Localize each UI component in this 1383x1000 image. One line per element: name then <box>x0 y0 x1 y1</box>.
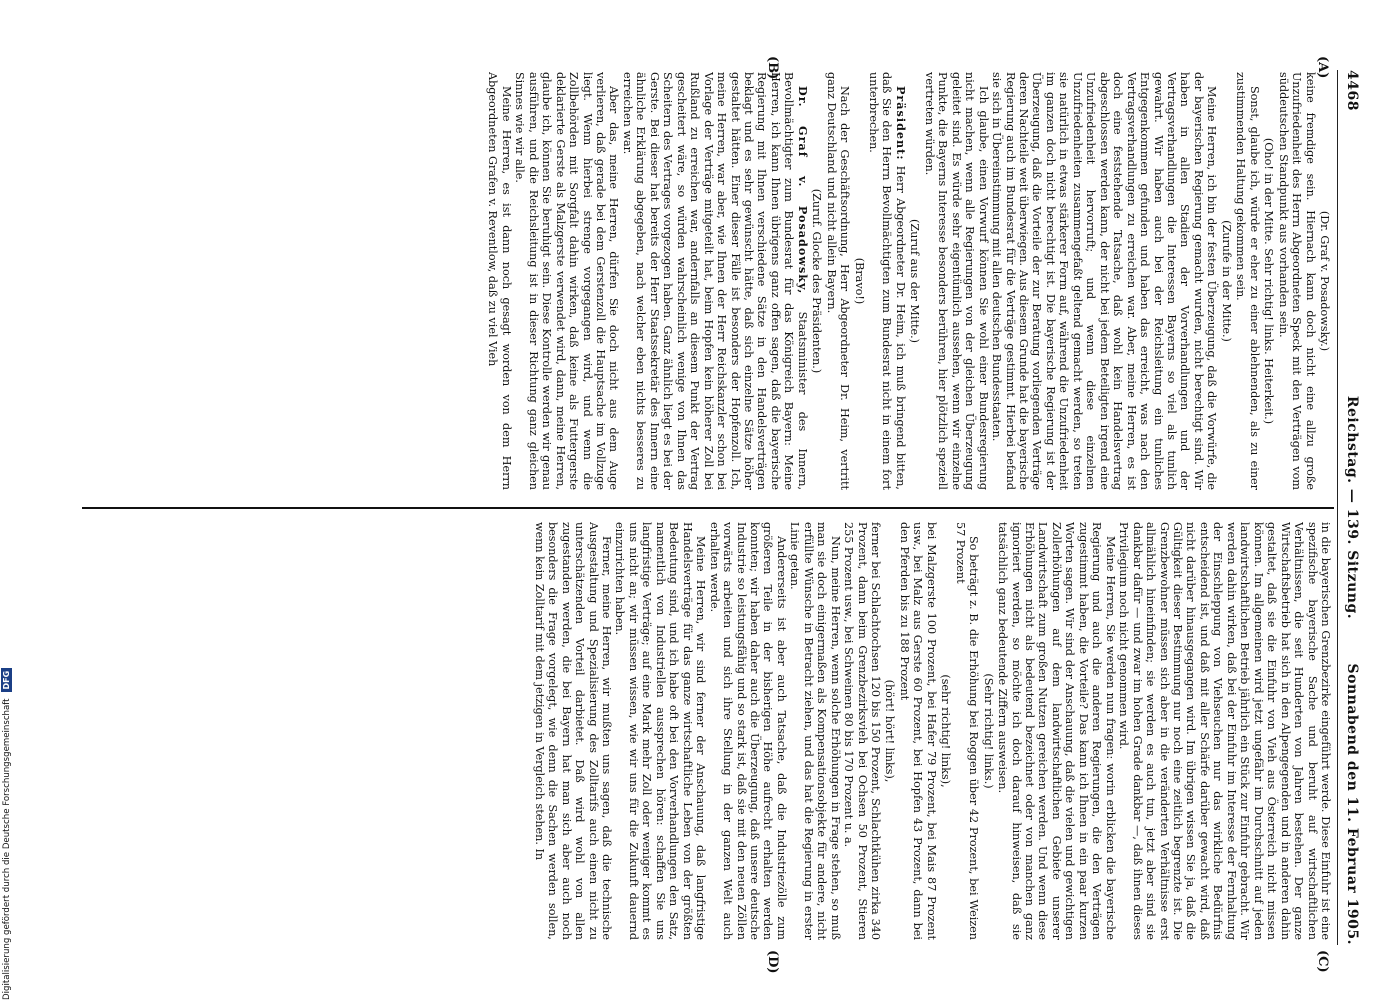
session-date: Sonnabend den 11. Februar 1905. <box>1344 663 1360 945</box>
paragraph: Nun, meine Herren, wenn solche Erhöhungen in Frage stehen, so muß man sie doch einigermaßen als Kompensationsobjekte für andere, nicht erfüllte Wünsche in Betracht ziehen, und das hat die Regierung in erster Linie getan. <box>788 522 842 940</box>
header-rule <box>1337 70 1338 945</box>
interjection: (Zurufe in der Mitte.) <box>1219 220 1233 342</box>
dfg-logo: DFG <box>1 668 12 693</box>
margin-marker-b: (B) <box>765 56 780 80</box>
speech-block <box>867 72 907 490</box>
margin-marker-d: (D) <box>765 950 780 974</box>
paragraph: Sonst, glaube ich, würde er eher zu einer ablehnenden, als zu einer zustimmenden Haltung gekommen sein. <box>1234 72 1261 490</box>
right-text-column <box>82 522 1332 940</box>
margin-marker-c: (C) <box>1315 950 1330 973</box>
speaker-attribution: (Dr. Graf v. Posadowsky.) <box>1318 210 1331 352</box>
speaker-name: Präsident: <box>893 86 908 161</box>
paragraph: So beträgt z. B. die Erhöhung bei Roggen über 42 Prozent, bei Weizen 57 Prozent <box>953 522 981 940</box>
margin-marker-a: (A) <box>1315 56 1330 79</box>
paragraph: in die bayerischen Grenzbezirke eingeführt werde. Diese Einfuhr ist eine spezifische bayerische Sache und beruht auf wirtschaftlichen Verhältnissen, die seit Hunderten von Jahren bestehen. Der ganze Wirtschaftsbetrieb hat sich in den Alpengegenden und in anderen dahin gestaltet, daß sie die Einfuhr von Vieh aus Österreich nicht missen können. Im allgemeinen wird jetzt ungefähr im Durchschnitt auf jeden landwirtschaftlichen Betrieb jährlich ein Stück zur Einfuhr gebracht. Wir werden dahin wirken, daß bei der Einfuhr im Interesse der Fernhaltung der Einschleppung von Viehseuchen nur das wirkliche Bedürfnis entscheidend ist, und daß mit aller Schärfe darüber gewacht wird, daß nicht darüber hinausgegangen wird. Im übrigen wissen Sie ja, daß die Gültigkeit dieser Bestimmung nur noch eine zeitlich begrenzte ist. Die Grenzbewohner müssen sich aber in die veränderten Verhältnisse erst allmählich hineinfinden; sie werden es auch tun, jetzt aber sind sie dankbar dafür — und zwar im hohen Grade dankbar —, daß ihnen dieses Privilegium noch nicht genommen wird. <box>1117 522 1332 940</box>
interjection: (Oho! in der Mitte. Sehr richtig! links. Heiterkeit.) <box>1262 137 1276 425</box>
digitization-credit <box>0 0 14 1000</box>
speaker-name: Dr. Graf v. Posadowsky, <box>795 86 810 295</box>
paragraph: Meine Herren, wir sind ferner der Anschauung, daß langfristige Handelsverträge für das ganze wirtschaftliche Leben von der größten Bedeutung sind, und ich habe oft bei den Vorverhandlungen den Satz, namentlich von Industriellen aussprechen hören: schaffen Sie uns langfristige Verträge; auf eine Mark mehr Zoll oder weniger kommt es uns nicht an; wir müssen wissen, wie wir uns für die Zukunft dauernd einzurichten haben. <box>613 522 708 940</box>
column-divider <box>82 507 1334 509</box>
speech-block <box>620 72 808 490</box>
page-number: 4468 <box>1344 70 1360 111</box>
paragraph: Andererseits ist aber auch Tatsache, daß die Industriezölle zum größeren Teile in der bisherigen Höhe aufrecht erhalten werden konnten; wir haben daher auch die Überzeugung, daß unsere deutsche Industrie so leistungsfähig und so stark ist, daß sie mit den neuen Zöllen vorwärts arbeiten und sich ihre Stellung in der ganzen Welt auch erhalten werde. <box>707 522 788 940</box>
session-title: Reichstag. — 139. Sitzung. <box>1344 395 1360 620</box>
interjection: (Sehr richtig! links.) <box>981 673 995 789</box>
page-header <box>1338 70 1360 945</box>
interjection: (Zuruf aus der Mitte.) <box>908 218 922 344</box>
speech-text: Staatsminister des Innern, Bevollmächtigter zum Bundesrat für das Königreich Bayern: Meine Herren, ich kann Ihnen übrigens ganz offen sagen, daß die bayerische Regierung mit Ihnen verschiedene Sätze in den Handelsverträgen beklagt und es sehr gewünscht hätte, daß sich einzelne Sätze höher gestaltet hätten. Einer dieser Fälle ist besonders der Hopfenzoll. Ich, meine Herren, war aber, wie Ihnen der Herr Reichskanzler schon bei Vorlage der Verträge mitgeteilt hat, beim Hopfen kein höherer Zoll bei Rußland zu erreichen war, andernfalls an diesem Punkt der Vertrag gescheitert wäre, so würden wahrscheinlich wenige von Ihnen das Scheitern des Vertrages vorgezogen haben. Ganz ähnlich liegt es bei der Gerste. Bei dieser hat bereits der Herr Staatssekretär des Innern eine ähnliche Erklärung abgegeben, nach welcher eben nichts besseres zu erreichen war. <box>620 72 809 490</box>
paragraph: Meine Herren, Sie werden nun fragen: worin erblicken die bayerische Regierung und auch die anderen Regierungen, die den Verträgen zugestimmt haben, die Vorteile? Das kann ich Ihnen in ein paar kurzen Worten sagen. Wir sind der Anschauung, daß die vielen und gewichtigen Zollerhöhungen auf dem landwirtschaftlichen Gebiete unserer Landwirtschaft zum großen Nutzen gereichen werden. Und wenn diese Erhöhungen nicht als bedeutend bezeichnet oder von manchen ganz ignoriert werden, so möchte ich doch darauf hinweisen, daß sie tatsächlich ganz bedeutende Ziffern ausweisen. <box>996 522 1117 940</box>
left-text-column <box>82 72 1332 490</box>
interjection: (Zuruf. Glocke des Präsidenten.) <box>810 188 824 374</box>
paragraph: keine fremdige sein. Hiernach kann doch nicht eine allzu große Unzufriedenheit des Herrn Abgeordneten Speck mit den Verträgen vom süddeutschen Standpunkt aus vorhanden sein. <box>1276 72 1317 490</box>
paragraph: Ich glaube, einen Vorwurf können Sie wohl einer Bundesregierung nicht machen, wenn alle Regierungen von der gleichen Überzeugung geleitet sind. Es würde sehr eigentümlich aussehen, wenn wir einzelne Punkte, die Bayerns Interesse besonders berühren, hier plötzlich speziell vertreten würden. <box>922 72 990 490</box>
paragraph: Meine Herren, ich bin der festen Überzeugung, daß die Vorwürfe, die der bayerischen Regierung gemacht wurden, nicht berechtigt sind. Wir haben in allen Stadien der Vorverhandlungen und der Vertragsverhandlungen die Interessen Bayerns so viel als tunlich gewahrt. Wir haben auch bei der Reichsleitung ein tunliches Entgegenkommen gefunden und haben das erreicht, was nach den Vertragsverhandlungen zu erreichen war. Aber, meine Herren, es ist doch eine feststehende Tatsache, daß wohl kein Handelsvertrag abgeschlossen werden kann, der nicht bei jedem Beteiligten irgend eine Unzufriedenheit hervorruft; und wenn diese einzelnen Unzufriedenheiten zusammengefaßt geltend gemacht werden, so treten sie natürlich in etwas stärkerer Form auf, während die Unzufriedenheit im ganzen doch nicht berechtigt ist. Die bayerische Regierung ist der Überzeugung, daß die Vorteile der zur Beratung vorliegenden Verträge deren Nachteile weit überwiegen. Aus diesem Grunde hat die bayerische Regierung auch im Bundesrat für die Verträge gestimmt. Hierbei befand sie sich in Übereinstimmung mit allen deutschen Bundesstaaten. <box>990 72 1219 490</box>
interjection: (Bravo!) <box>852 257 866 305</box>
paragraph: Aber das, meine Herren, dürfen Sie doch nicht aus dem Auge verlieren, daß gerade bei dem Gerstenzoll die Hauptsache im Vollzuge liegt. Wenn hierbei strenge vorgegangen wird, und wenn die Zollbehörden mit Sorgfalt dahin wirken, daß keine als Futtergerste deklarierte Gerste als Malzgerste verwendet wird, dann, meine Herren, glaube ich, können Sie beruhigt sein. Diese Kontrolle werden wir genau ausführen, und die Reichsleitung ist in dieser Richtung ganz gleichen Sinnes wie wir alle. <box>513 72 621 490</box>
paragraph: bei Malzgerste 100 Prozent, bei Hafer 79 Prozent, bei Mais 87 Prozent usw., bei Malz aus Gerste 60 Prozent, bei Hopfen 43 Prozent, dann bei den Pferden bis zu 188 Prozent <box>897 522 938 940</box>
paragraph: Nach der Geschäftsordnung, Herr Abgeordneter Dr. Heim, vertritt ganz Deutschland und nicht allein Bayern. <box>824 72 852 490</box>
paragraph: Ferner, meine Herren, wir mußten uns sagen, daß die technische Ausgestaltung und Spezialisierung des Zolltarifs auch einen nicht zu unterschätzenden Vorteil darbietet. Daß wird wohl von allen zugestanden werden, die bei Bayern hat man sich aber auch noch besonders die Frage vorgelegt, wie denn die Sachen werden sollen, wenn kein Zolltarif mit dem jetzigen in Vergleich stehen. In <box>532 522 613 940</box>
rotated-document-page <box>75 56 1360 974</box>
interjection: (hört! hört! links), <box>883 679 897 783</box>
paragraph: ferner bei Schlachtochsen 120 bis 150 Prozent, Schlachtkühen zirka 340 Prozent, dann beim Grenzbezirksvieh bei Ochsen 50 Prozent, Stieren 255 Prozent usw., bei Schweinen 80 bis 170 Prozent u. a. <box>842 522 883 940</box>
credit-text: Digitalisierung gefördert durch die Deutsche Forschungsgemeinschaft <box>2 698 12 1000</box>
speech-text: Herr Abgeordneter Dr. Heim, ich muß bringend bitten, daß Sie den Herrn Bevollmächtigten zum Bundesrat nicht in einem fort unterbrechen. <box>867 72 907 490</box>
interjection: (sehr richtig! links), <box>939 674 953 788</box>
paragraph: Meine Herren, es ist dann noch gesagt worden von dem Herrn Abgeordneten Grafen v. Reventlow, daß zu viel Vieh <box>486 72 513 490</box>
